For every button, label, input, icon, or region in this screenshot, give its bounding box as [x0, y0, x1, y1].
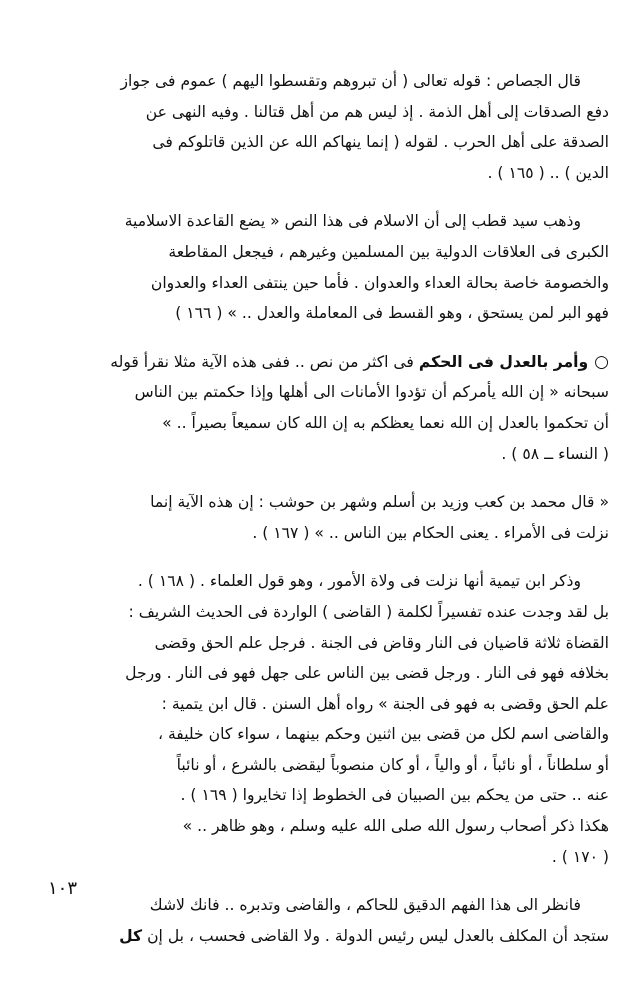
text-line: دفع الصدقات إلى أهل الذمة . إذ ليس هم من أهل قتالنا . وفيه النهى عن	[145, 102, 609, 121]
text-line: بخلافه فهو فى النار . ورجل قضى بين الناس على جهل فهو فى النار . ورجل	[125, 664, 609, 683]
text-line: وذكر ابن تيمية أنها نزلت فى ولاة الأمور ، وهو قول العلماء . ( ١٦٨ ) .	[137, 572, 581, 591]
text-line: فانظر الى هذا الفهم الدقيق للحاكم ، والقاضى وتدبره .. فانك لاشك	[149, 896, 581, 915]
section-heading: وأمر بالعدل فى الحكم	[418, 352, 589, 371]
text-line: ( النساء ــ ٥٨ ) .	[501, 444, 609, 463]
text-line: فهو البر لمن يستحق ، وهو القسط فى المعاملة والعدل .. » ( ١٦٦ )	[175, 304, 609, 323]
paragraph-jassas	[22, 66, 609, 188]
text-line: والخصومة خاصة بحالة العداء والعدوان . فأما حين ينتفى العداء والعدوان	[150, 273, 609, 292]
text-line: هكذا ذكر أصحاب رسول الله صلى الله عليه وسلم ، وهو ظاهر .. »	[182, 817, 609, 836]
text-line: الصدقة على أهل الحرب . لقوله ( إنما ينهاكم الله عن الذين قاتلوكم فى	[152, 133, 609, 152]
paragraph-conclusion	[22, 890, 609, 951]
paragraph-quote-commentators	[22, 487, 609, 548]
text-line: وذهب سيد قطب إلى أن الاسلام فى هذا النص « يضع القاعدة الاسلامية	[124, 212, 581, 231]
text-line: أو سلطاناً ، أو نائباً ، أو والياً ، أو كان منصوباً ليقضى بالشرع ، أو نائباً	[176, 755, 609, 774]
page-number: ١٠٣	[48, 878, 78, 899]
text-line-last	[22, 921, 609, 952]
text-line: « قال محمد بن كعب وزيد بن أسلم وشهر بن حوشب : إن هذه الآية إنما	[150, 493, 609, 512]
text-line: الكبرى فى العلاقات الدولية بين المسلمين وغيرهم ، فيجعل المقاطعة	[168, 242, 609, 261]
text-line: القضاة ثلاثة قاضيان فى النار وقاض فى الجنة . فرجل علم الحق وقضى	[154, 633, 609, 652]
text-line: ( ١٧٠ ) .	[551, 847, 609, 866]
text-line: نزلت فى الأمراء . يعنى الحكام بين الناس .. » ( ١٦٧ ) .	[252, 523, 609, 542]
circle-bullet-icon: ○	[594, 351, 609, 372]
text-line: أن تحكموا بالعدل إن الله نعما يعظكم به إن الله كان سميعاً بصيراً .. »	[162, 413, 609, 432]
paragraph-justice-command	[22, 347, 609, 469]
bold-word: كل	[119, 926, 143, 945]
text-line: علم الحق وقضى به فهو فى الجنة » رواه أهل السنن . قال ابن يتمية :	[161, 694, 609, 713]
text-line-body: ستجد أن المكلف بالعدل ليس رئيس الدولة . ولا القاضى فحسب ، بل إن	[147, 926, 609, 945]
paragraph-sayyid-qutb	[22, 206, 609, 328]
text-line: قال الجصاص : قوله تعالى ( أن تبروهم وتقسطوا اليهم ) عموم فى جواز	[120, 72, 581, 90]
text-line: عنه .. حتى من يحكم بين الصبيان فى الخطوط إذا تخايروا ( ١٦٩ ) .	[180, 786, 609, 805]
text-line-first	[22, 347, 609, 378]
heading-continuation: فى اكثر من نص .. ففى هذه الآية مثلا نقرأ قوله	[110, 352, 414, 371]
text-line: سبحانه « إن الله يأمركم أن تؤدوا الأمانات الى أهلها وإذا حكمتم بين الناس	[134, 383, 609, 402]
text-line: الدين ) .. ( ١٦٥ ) .	[487, 163, 609, 182]
text-line: بل لقد وجدت عنده تفسيراً لكلمة ( القاضى ) الواردة فى الحديث الشريف :	[128, 602, 609, 621]
text-line: والقاضى اسم لكل من قضى بين اثنين وحكم بينهما ، سواء كان خليفة ،	[157, 725, 609, 744]
paragraph-ibn-taymiyya	[22, 566, 609, 872]
